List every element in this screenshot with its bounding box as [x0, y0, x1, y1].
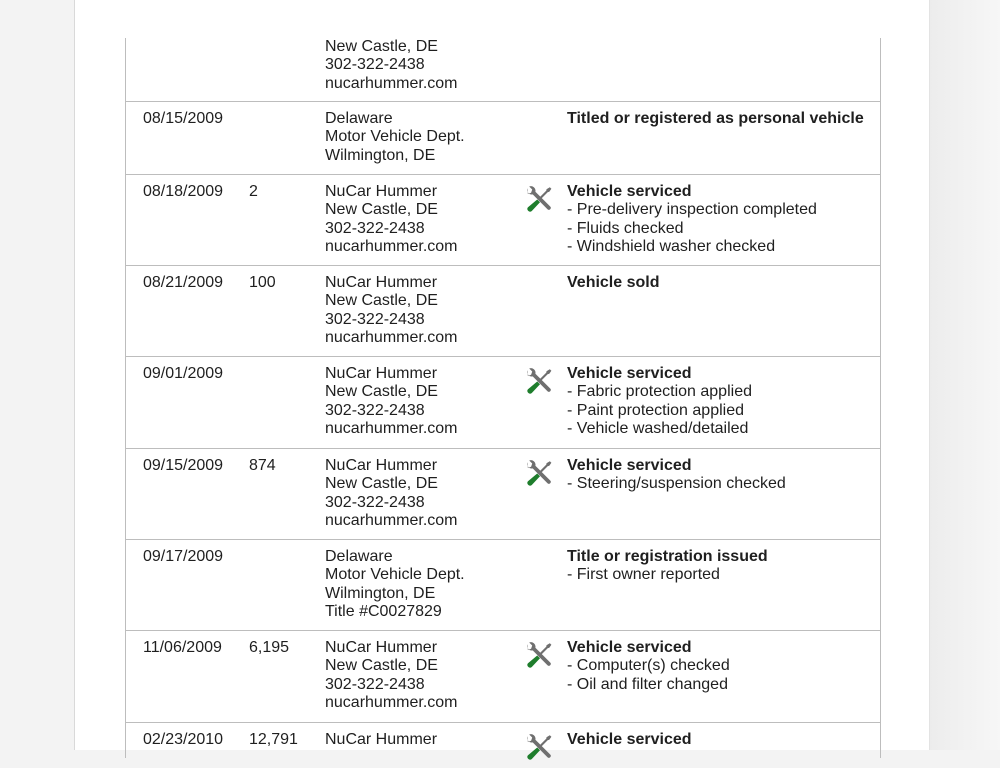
event-detail: - Paint protection applied [567, 401, 744, 419]
details-cell [567, 457, 786, 494]
event-detail: - Steering/suspension checked [567, 475, 786, 493]
source-line: nucarhummer.com [325, 693, 458, 711]
source-cell [325, 183, 458, 256]
source-line: New Castle, DE [325, 383, 438, 401]
date-cell: 08/21/2009 [143, 274, 224, 291]
history-row [126, 38, 880, 101]
source-line: NuCar Hummer [325, 183, 438, 200]
source-cell [325, 110, 465, 165]
history-table [125, 38, 881, 758]
report-page [74, 0, 930, 750]
source-line: nucarhummer.com [325, 328, 458, 346]
event-title: Vehicle sold [567, 274, 660, 291]
source-line: 302-322-2438 [325, 219, 425, 237]
source-line: Motor Vehicle Dept. [325, 566, 465, 584]
source-line: New Castle, DE [325, 657, 438, 675]
date-cell: 09/01/2009 [143, 365, 224, 382]
source-line: Wilmington, DE [325, 146, 436, 164]
background-right [928, 0, 1000, 750]
source-line: NuCar Hummer [325, 274, 438, 291]
source-line: New Castle, DE [325, 475, 438, 493]
odometer-cell: 100 [249, 274, 276, 291]
source-cell [325, 731, 437, 749]
source-cell [325, 365, 458, 438]
wrench-screwdriver-icon [523, 459, 553, 489]
details-cell [567, 110, 864, 128]
source-line: Delaware [325, 548, 393, 565]
date-cell: 08/15/2009 [143, 110, 224, 127]
source-line: New Castle, DE [325, 292, 438, 310]
source-cell [325, 639, 458, 712]
event-title: Vehicle serviced [567, 731, 692, 748]
event-detail: - First owner reported [567, 566, 720, 584]
details-cell [567, 639, 730, 694]
odometer-cell: 12,791 [249, 731, 298, 748]
event-detail: - Windshield washer checked [567, 237, 776, 255]
source-cell [325, 274, 458, 347]
details-cell [567, 731, 692, 749]
wrench-screwdriver-icon [523, 733, 553, 763]
date-cell: 08/18/2009 [143, 183, 224, 200]
source-line: Delaware [325, 110, 393, 127]
odometer-cell: 2 [249, 183, 258, 200]
event-detail: - Fluids checked [567, 219, 684, 237]
history-row [126, 174, 880, 266]
event-title: Vehicle serviced [567, 183, 692, 200]
event-detail: - Oil and filter changed [567, 675, 728, 693]
source-line: New Castle, DE [325, 38, 438, 55]
details-cell [567, 365, 752, 438]
source-cell [325, 548, 465, 621]
event-title: Vehicle serviced [567, 365, 692, 382]
event-title: Title or registration issued [567, 548, 768, 565]
source-line: nucarhummer.com [325, 237, 458, 255]
history-row [126, 630, 880, 723]
source-line: 302-322-2438 [325, 310, 425, 328]
date-cell: 11/06/2009 [143, 639, 222, 656]
event-detail: - Pre-delivery inspection completed [567, 201, 817, 219]
event-title: Vehicle serviced [567, 457, 692, 474]
source-line: Wilmington, DE [325, 584, 436, 602]
event-title: Vehicle serviced [567, 639, 692, 656]
source-line: NuCar Hummer [325, 457, 438, 474]
source-line: nucarhummer.com [325, 511, 458, 529]
source-line: 302-322-2438 [325, 56, 425, 74]
date-cell: 09/17/2009 [143, 548, 224, 565]
event-detail: - Computer(s) checked [567, 657, 730, 675]
details-cell [567, 183, 817, 256]
history-row [126, 265, 880, 357]
details-cell [567, 274, 659, 292]
history-row [126, 539, 880, 631]
history-row [126, 722, 880, 753]
wrench-screwdriver-icon [523, 641, 553, 671]
date-cell: 02/23/2010 [143, 731, 224, 748]
source-line: NuCar Hummer [325, 731, 438, 748]
source-cell [325, 38, 458, 93]
event-detail: - Vehicle washed/detailed [567, 419, 749, 437]
wrench-screwdriver-icon [523, 367, 553, 397]
wrench-screwdriver-icon [523, 185, 553, 215]
history-row [126, 448, 880, 540]
odometer-cell: 6,195 [249, 639, 290, 656]
history-row [126, 356, 880, 449]
source-line: 302-322-2438 [325, 675, 425, 693]
history-row [126, 101, 880, 175]
source-line: 302-322-2438 [325, 493, 425, 511]
odometer-cell: 874 [249, 457, 276, 474]
date-cell: 09/15/2009 [143, 457, 224, 474]
source-line: Motor Vehicle Dept. [325, 128, 465, 146]
event-detail: - Fabric protection applied [567, 383, 752, 401]
event-title: Titled or registered as personal vehicle [567, 110, 864, 127]
source-line: nucarhummer.com [325, 74, 458, 92]
details-cell [567, 548, 768, 585]
source-line: NuCar Hummer [325, 639, 438, 656]
source-line: New Castle, DE [325, 201, 438, 219]
source-line: NuCar Hummer [325, 365, 438, 382]
source-cell [325, 457, 458, 530]
source-line: nucarhummer.com [325, 419, 458, 437]
source-line: Title #C0027829 [325, 602, 442, 620]
source-line: 302-322-2438 [325, 401, 425, 419]
